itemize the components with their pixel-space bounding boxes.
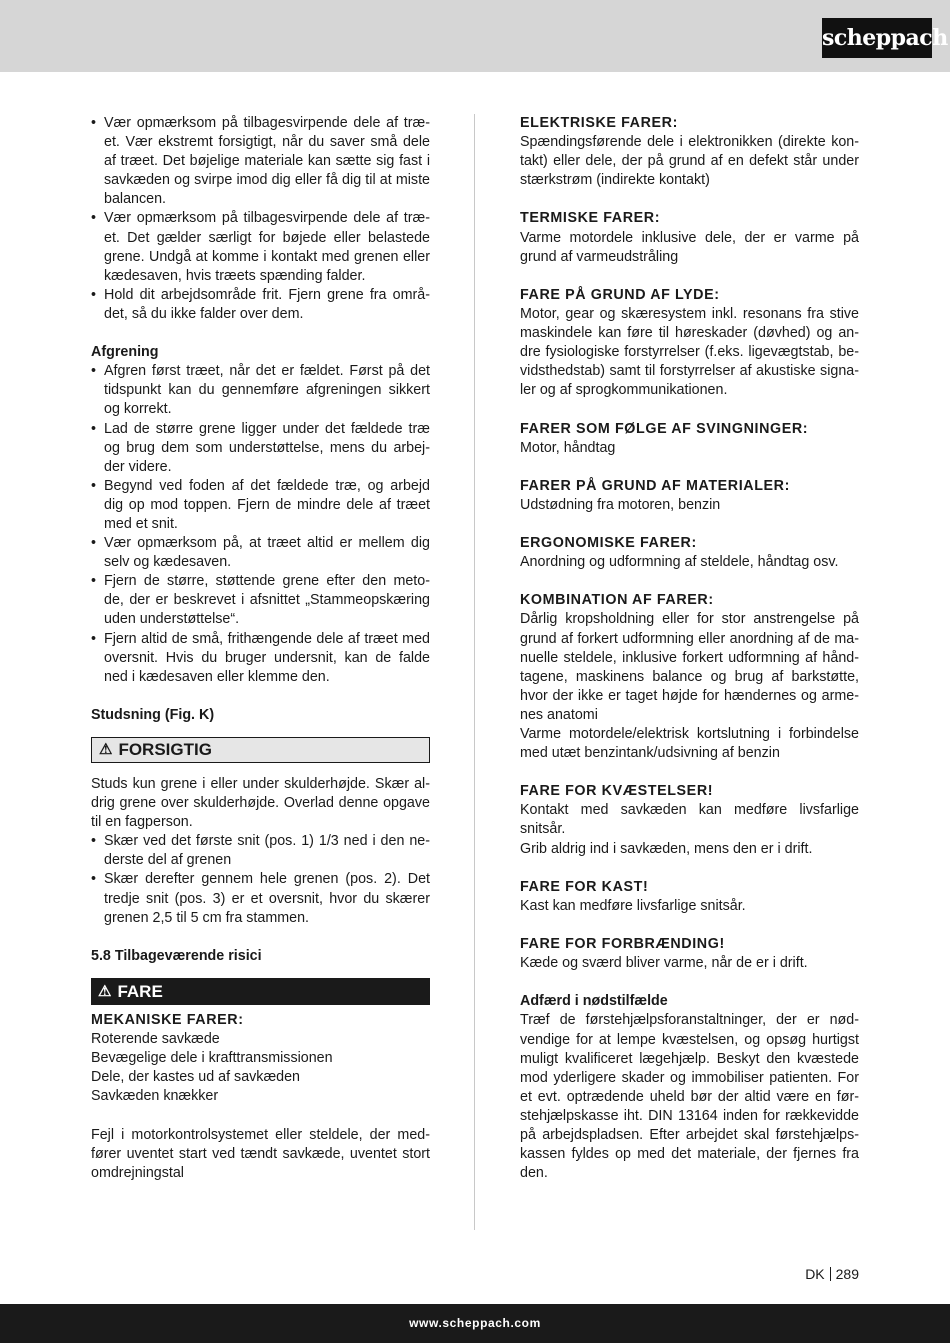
hazard-text: Dårlig kropsholdning eller for stor anstrengelse på grund af forkert udformning eller anordning af de ma- nuelle steldele, inklusive forkert udformning af hånd- tagene, maskinens balance og brug af barkstøtte, hvor der ikke er taget højde for hændernes og arme- nes anatomi — [520, 611, 859, 723]
list-item: • Begynd ved foden af det fældede træ, og arbejd dig op mod toppen. Fjern de mindre dele af træet med et snit. — [91, 477, 430, 534]
hazard-heading: FARE FOR KAST! — [520, 878, 649, 895]
list-item: • Fjern de større, støttende grene efter den meto- de, der er beskrevet i afsnittet „Stammeopskæring uden understøttelse“. — [91, 572, 430, 629]
header-bar — [0, 0, 950, 72]
bullet-list-afgrening — [91, 362, 430, 687]
studsning-text: Studs kun grene i eller under skulderhøjde. Skær al- drig grene over skulderhøjde. Overlad denne opgave til en fagperson. — [91, 776, 430, 831]
hazard-text: Varme motordele/elektrisk kortslutning i forbindelse med utæt benzintank/udsivning af benzin — [520, 726, 859, 762]
page-number — [805, 1266, 859, 1282]
right-column — [520, 114, 859, 1183]
list-item: • Vær opmærksom på tilbagesvirpende dele af træ- et. Det gælder særligt for bøjede eller belastede grene. Undgå at komme i kontakt med grenen eller kædesaven, hvis træets spænding falder. — [91, 209, 430, 285]
hazard-text: Anordning og udformning af steldele, håndtag osv. — [520, 554, 839, 571]
list-item: • Skær ved det første snit (pos. 1) 1/3 ned i den ne- derste del af grenen — [91, 832, 430, 870]
bullet-list-safety — [91, 114, 430, 324]
hazard-heading: FARE FOR KVÆSTELSER! — [520, 783, 714, 800]
list-item: • Hold dit arbejdsområde frit. Fjern grene fra områ- det, så du ikke falder over dem. — [91, 286, 430, 324]
page-language: DK — [805, 1266, 825, 1282]
list-item: • Fjern altid de små, frithængende dele af træet med oversnit. Hvis du bruger undersnit, kan de falde ned i kædesaven eller klemme den. — [91, 630, 430, 687]
hazard-text: Udstødning fra motoren, benzin — [520, 496, 721, 513]
hazard-text: Grib aldrig ind i savkæden, mens den er i drift. — [520, 840, 813, 857]
hazard-heading: ELEKTRISKE FARER: — [520, 115, 678, 131]
warning-triangle-icon: ⚠ — [99, 741, 113, 759]
column-divider — [474, 114, 475, 1230]
hazard-heading: FARE PÅ GRUND AF LYDE: — [520, 286, 720, 303]
page-number-value: 289 — [835, 1266, 859, 1282]
hazard-text: Spændingsførende dele i elektronikken (direkte kon- takt) eller dele, der på grund af en defekt står under stærkstrøm (indirekte kontakt) — [520, 134, 859, 189]
list-item: • Lad de større grene ligger under det fældede træ og brug dem som understøttelse, mens du arbej- der videre. — [91, 420, 430, 477]
mechanical-hazards-heading: MEKANISKE FARER: — [91, 1011, 244, 1028]
list-item: • Vær opmærksom på tilbagesvirpende dele af træ- et. Vær ekstremt forsigtigt, når du saver små dele af træet. Det bøjelige materiale kan sætte sig fast i savkæden og svirpe imod dig eller få dig til at miste balancen. — [91, 114, 430, 209]
hazard-heading: ERGONOMISKE FARER: — [520, 535, 697, 552]
section-heading: 5.8 Tilbageværende risici — [91, 947, 262, 964]
hazard-heading: TERMISKE FARER: — [520, 210, 661, 227]
hazard-text: Kontakt med savkæden kan medføre livsfarlige snitsår. — [520, 802, 859, 838]
afgrening-heading: Afgrening — [91, 344, 159, 361]
danger-label: FARE — [117, 981, 163, 1001]
mech-line: Roterende savkæde — [91, 1031, 220, 1048]
mech-line: Savkæden knækker — [91, 1088, 219, 1105]
mech-line: Bevægelige dele i krafttransmissionen — [91, 1050, 333, 1067]
footer-url[interactable]: www.scheppach.com — [409, 1316, 541, 1330]
list-item: • Skær derefter gennem hele grenen (pos. 2). Det tredje snit (pos. 3) er et oversnit, hvor du skærer grenen 2,5 til 5 cm fra stammen. — [91, 870, 430, 927]
mech-line: Dele, der kastes ud af savkæden — [91, 1069, 301, 1086]
hazard-text: Motor, gear og skæresystem inkl. resonans fra stive maskindele kan føre til høreskader (døvhed) og an- dre fysiologiske forstyrrelser (f.eks. ligevægtstab, be- vidsthedstab) samt til forstyrrelser af akustiske signa- ler og af sprogkommunikationen. — [520, 305, 859, 399]
hazard-text: Kæde og sværd bliver varme, når de er i drift. — [520, 955, 808, 972]
left-column — [91, 114, 430, 1183]
emergency-heading: Adfærd i nødstilfælde — [520, 993, 668, 1010]
footer-bar — [0, 1304, 950, 1343]
hazard-heading: FARER PÅ GRUND AF MATERIALER: — [520, 477, 790, 494]
hazard-text: Varme motordele inklusive dele, der er varme på grund af varmeudstråling — [520, 229, 859, 265]
emergency-text: Træf de førstehjælpsforanstaltninger, der er nød- vendige for at lempe kvæstelsen, og opsøg hurtigst muligt kvalificeret lægehjælp. Beskyt den kvæstede mod yderligere skader og immobiliser patienten. For et evt. optrædende uheld bør der altid være en før- stehjælpskasse iht. DIN 13164 inden for rækkevidde på arbejdspladsen. Efter arbejdet skal førstehjælps- kassen fyldes op med det materiale, der fjernes fra den. — [520, 1012, 859, 1182]
page-separator — [830, 1267, 831, 1281]
hazard-heading: FARER SOM FØLGE AF SVINGNINGER: — [520, 420, 809, 437]
hazard-heading: FARE FOR FORBRÆNDING! — [520, 936, 725, 953]
bullet-list-studsning — [91, 832, 430, 927]
danger-box — [91, 978, 430, 1005]
mech-text: Fejl i motorkontrolsystemet eller steldele, der med- fører uventet start ved tændt savkæde, uventet stort omdrejningstal — [91, 1126, 430, 1181]
studsning-heading: Studsning (Fig. K) — [91, 706, 215, 723]
hazard-text: Motor, håndtag — [520, 439, 616, 456]
caution-box — [91, 737, 430, 763]
hazard-text: Kast kan medføre livsfarlige snitsår. — [520, 897, 746, 914]
caution-label: FORSIGTIG — [118, 740, 212, 760]
hazard-heading: KOMBINATION AF FARER: — [520, 592, 714, 609]
list-item: • Vær opmærksom på, at træet altid er mellem dig selv og kædesaven. — [91, 534, 430, 572]
scheppach-logo: scheppach — [822, 18, 932, 58]
warning-triangle-icon: ⚠ — [98, 982, 112, 1000]
list-item: • Afgren først træet, når det er fældet. Først på det tidspunkt kan du gennemføre afgreningen sikkert og korrekt. — [91, 362, 430, 419]
